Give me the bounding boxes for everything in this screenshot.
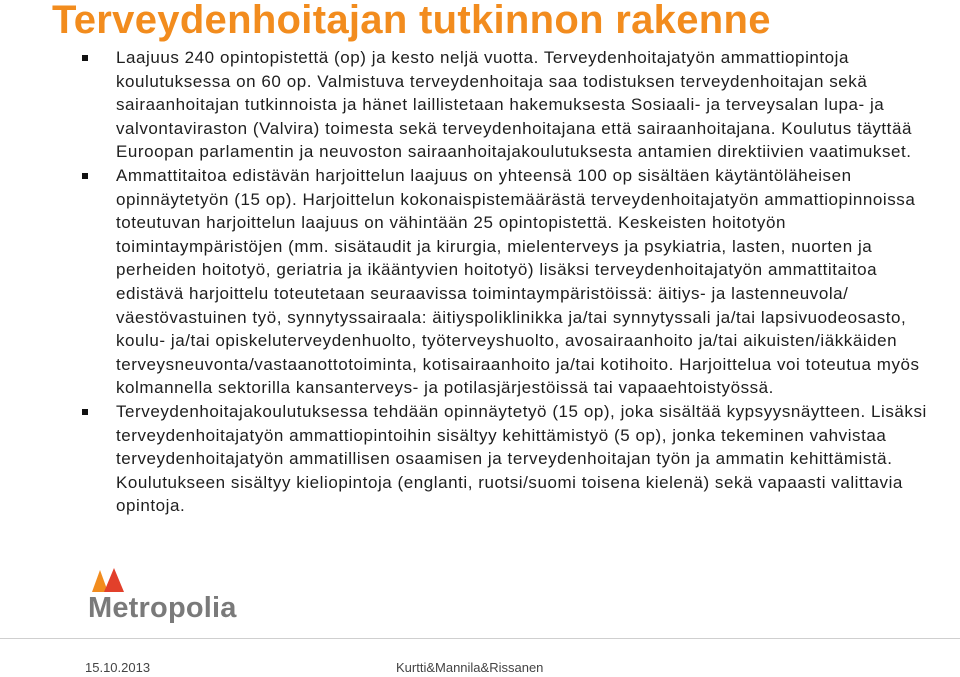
bullet-item (80, 400, 940, 518)
slide-title: Terveydenhoitajan tutkinnon rakenne (52, 0, 771, 42)
footer-date: 15.10.2013 (85, 660, 151, 675)
square-bullet-icon (82, 409, 88, 415)
bullet-text: Ammattitaitoa edistävän harjoittelun laajuus on yhteensä 100 op sisältäen käytäntöläheisen opinnäytetyön (15 op). Harjoittelun kokonaispistemäärästä terveydenhoitajatyön ammattiopinnoissa toteutuvan harjoittelun laajuus on vähintään 25 opintopistettä. Keskeisten hoitotyön toimintaympäristöjen (mm. sisätaudit ja kirurgia, mielenterveys ja psykiatria, lasten, nuorten ja perheiden hoitotyö, geriatria ja ikääntyvien hoitotyö) lisäksi terveydenhoitajatyön ammattitaitoa edistävä harjoittelu toteutetaan seuraavissa toimintaympäristöissä: äitiys- ja lastenneuvola/ väestövastuinen työ, synnytyssairaala: äitiyspoliklinikka ja/tai synnytyssali ja/tai lapsivuodeosasto, koulu- ja/tai opiskeluterveydenhuolto, työterveyshuolto, avosairaanhoito ja/tai aikuisten/iäkkäiden terveysneuvonta/vastaanottotoiminta, kotisairaanhoito ja/tai kotihoito. Harjoittelua voi toteutua myös kolmannella sektorilla kansanterveys- ja potilasjärjestöissä tai vapaaehtoistyössä. (116, 165, 920, 398)
logo-text: Metropolia (88, 592, 237, 624)
bullet-item (80, 164, 940, 400)
bullet-item (80, 46, 940, 164)
bullet-text: Terveydenhoitajakoulutuksessa tehdään opinnäytetyö (15 op), joka sisältää kypsyysnäytteen. Lisäksi terveydenhoitajatyön ammattiopintoihin sisältyy kehittämistyö (5 op), jonka tekeminen vahvistaa terveydenhoitajatyön ammatillisen osaamisen ja terveydenhoitajan työn ja ammatin kehittämistä. Koulutukseen sisältyy kieliopintoja (englanti, ruotsi/suomi toisena kielenä) sekä vapaasti valittavia opintoja. (116, 401, 927, 516)
square-bullet-icon (82, 55, 88, 61)
footer-divider (0, 638, 960, 639)
bullet-list (80, 46, 940, 518)
bullet-text: Laajuus 240 opintopistettä (op) ja kesto neljä vuotta. Terveydenhoitajatyön ammattiopintoja koulutuksessa on 60 op. Valmistuva terveydenhoitaja saa todistuksen terveydenhoitajan sekä sairaanhoitajan tutkinnoista ja hänet laillistetaan hakemuksesta Sosiaali- ja terveysalan lupa- ja valvontaviraston (Valvira) toimesta sekä terveydenhoitajana että sairaanhoitajana. Koulutus täyttää Euroopan parlamentin ja neuvoston sairaanhoitajakoulutuksesta antamien direktiivien vaatimukset. (116, 48, 912, 162)
metropolia-logo (88, 566, 338, 630)
square-bullet-icon (82, 173, 88, 179)
footer-authors: Kurtti&Mannila&Rissanen (396, 660, 544, 675)
